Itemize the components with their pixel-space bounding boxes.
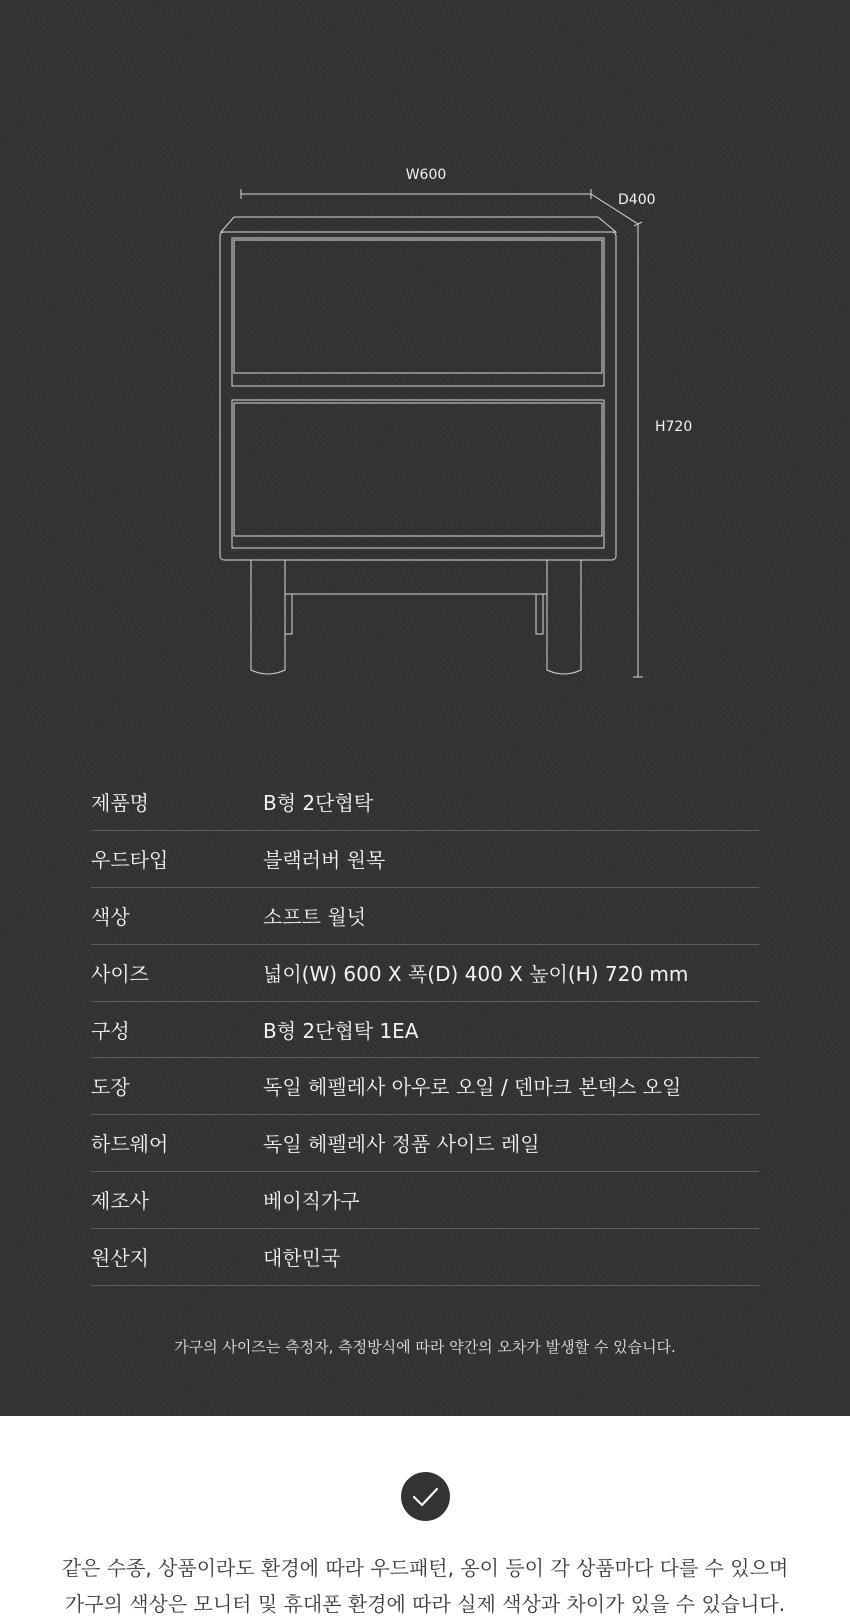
spec-key: 구성 (91, 1018, 130, 1043)
spec-row (91, 945, 759, 1002)
spec-value: 독일 헤펠레사 아우로 오일 / 덴마크 본덱스 오일 (263, 1075, 682, 1100)
spec-key: 우드타입 (91, 847, 169, 872)
spec-row (91, 1058, 759, 1115)
spec-row (91, 888, 759, 945)
dimension-diagram (0, 0, 850, 700)
spec-row (91, 831, 759, 888)
size-disclaimer: 가구의 사이즈는 측정자, 측정방식에 따라 약간의 오차가 발생할 수 있습니다. (174, 1338, 676, 1356)
spec-key: 사이즈 (91, 961, 149, 986)
check-badge (401, 1472, 450, 1521)
spec-key: 하드웨어 (91, 1132, 169, 1157)
spec-value: 블랙러버 원목 (263, 847, 386, 872)
spec-key: 제품명 (91, 791, 149, 815)
spec-key: 색상 (91, 904, 130, 929)
notice-line-1: 같은 수종, 상품이라도 환경에 따라 우드패턴, 옹이 등이 각 상품마다 다를 수 있으며 (61, 1556, 789, 1580)
spec-row (91, 1115, 759, 1172)
spec-row (91, 1002, 759, 1059)
spec-key: 제조사 (91, 1189, 149, 1214)
spec-value: 소프트 월넛 (263, 904, 366, 929)
spec-value: 대한민국 (263, 1246, 341, 1271)
spec-row (91, 774, 759, 831)
width-label: W600 (405, 167, 447, 183)
spec-key: 도장 (91, 1075, 130, 1100)
spec-key: 원산지 (91, 1246, 149, 1271)
notice-line-2: 가구의 색상은 모니터 및 휴대폰 환경에 따라 실제 색상과 차이가 있을 수 있습니다. (64, 1592, 786, 1616)
spec-value: B형 2단협탁 1EA (263, 1018, 419, 1043)
spec-value: 독일 헤펠레사 정품 사이드 레일 (263, 1132, 540, 1157)
spec-table (91, 774, 759, 1286)
spec-value: 넓이(W) 600 X 폭(D) 400 X 높이(H) 720 mm (263, 961, 689, 986)
height-label: H720 (655, 419, 693, 435)
spec-value: B형 2단협탁 (263, 791, 374, 815)
spec-row (91, 1172, 759, 1229)
spec-row (91, 1229, 759, 1286)
check-icon (401, 1472, 450, 1521)
wood-color-notice (0, 1550, 850, 1622)
depth-label: D400 (618, 192, 656, 208)
spec-value: 베이직가구 (263, 1189, 360, 1214)
